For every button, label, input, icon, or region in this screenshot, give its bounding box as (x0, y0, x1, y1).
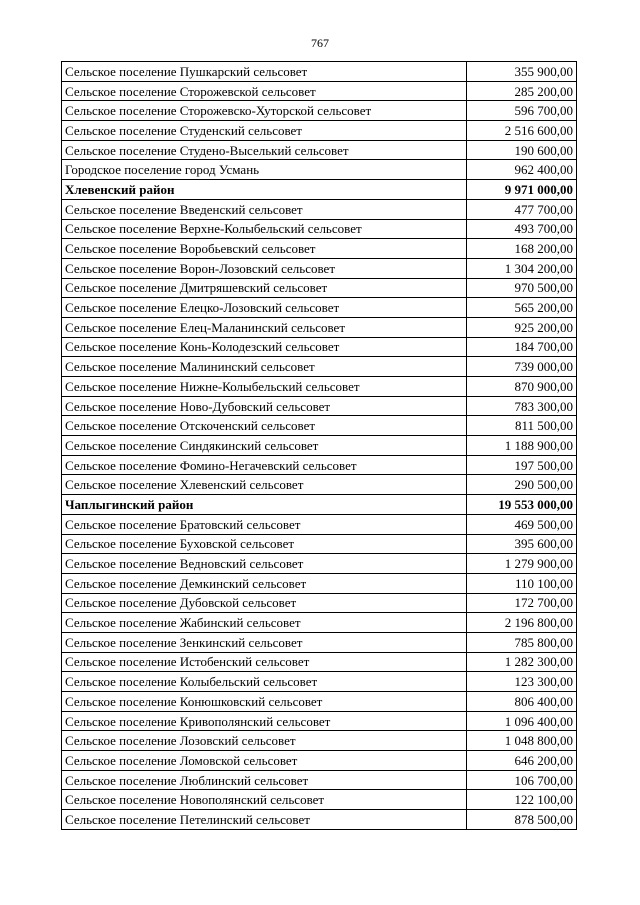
table-row (62, 672, 577, 692)
table-row (62, 790, 577, 810)
settlement-name-cell: Сельское поселение Елец-Маланинский сельсовет (62, 317, 467, 337)
table-row (62, 101, 577, 121)
settlement-name-cell: Сельское поселение Буховской сельсовет (62, 534, 467, 554)
settlement-name-cell: Сельское поселение Ново-Дубовский сельсовет (62, 396, 467, 416)
settlement-name-cell: Сельское поселение Истобенский сельсовет (62, 652, 467, 672)
district-name-cell: Хлевенский район (62, 180, 467, 200)
amount-cell: 285 200,00 (467, 81, 577, 101)
table-row (62, 593, 577, 613)
table-row (62, 121, 577, 141)
settlement-name-cell: Сельское поселение Фомино-Негачевский сельсовет (62, 455, 467, 475)
settlement-name-cell: Сельское поселение Петелинский сельсовет (62, 810, 467, 830)
table-row (62, 81, 577, 101)
settlement-name-cell: Сельское поселение Малининский сельсовет (62, 357, 467, 377)
table-row (62, 62, 577, 82)
table-row (62, 357, 577, 377)
amount-cell: 596 700,00 (467, 101, 577, 121)
district-total-row (62, 495, 577, 515)
amount-cell: 395 600,00 (467, 534, 577, 554)
table-row (62, 475, 577, 495)
amount-cell: 565 200,00 (467, 298, 577, 318)
settlement-name-cell: Сельское поселение Верхне-Колыбельский сельсовет (62, 219, 467, 239)
table-row (62, 396, 577, 416)
settlement-name-cell: Сельское поселение Нижне-Колыбельский сельсовет (62, 377, 467, 397)
amount-cell: 1 304 200,00 (467, 258, 577, 278)
amount-cell: 190 600,00 (467, 140, 577, 160)
amount-cell: 106 700,00 (467, 770, 577, 790)
table-row (62, 770, 577, 790)
table-row (62, 711, 577, 731)
table-row (62, 810, 577, 830)
page-number: 767 (311, 36, 329, 50)
amount-cell: 878 500,00 (467, 810, 577, 830)
settlement-name-cell: Сельское поселение Сторожевско-Хуторской сельсовет (62, 101, 467, 121)
table-row (62, 337, 577, 357)
amount-cell: 739 000,00 (467, 357, 577, 377)
amount-cell: 970 500,00 (467, 278, 577, 298)
table-row (62, 219, 577, 239)
settlement-name-cell: Сельское поселение Конь-Колодезский сельсовет (62, 337, 467, 357)
amount-cell: 123 300,00 (467, 672, 577, 692)
settlement-name-cell: Сельское поселение Синдякинский сельсовет (62, 436, 467, 456)
amount-cell: 1 279 900,00 (467, 554, 577, 574)
table-row (62, 317, 577, 337)
settlement-name-cell: Сельское поселение Колыбельский сельсовет (62, 672, 467, 692)
settlement-name-cell: Сельское поселение Кривополянский сельсовет (62, 711, 467, 731)
table-row (62, 554, 577, 574)
table-row (62, 514, 577, 534)
amount-cell: 477 700,00 (467, 199, 577, 219)
amount-cell: 172 700,00 (467, 593, 577, 613)
settlement-name-cell: Сельское поселение Введенский сельсовет (62, 199, 467, 219)
settlement-name-cell: Сельское поселение Ведновский сельсовет (62, 554, 467, 574)
district-name-cell: Чаплыгинский район (62, 495, 467, 515)
table-row (62, 455, 577, 475)
settlement-name-cell: Сельское поселение Отскоченский сельсовет (62, 416, 467, 436)
district-amount-cell: 9 971 000,00 (467, 180, 577, 200)
settlement-name-cell: Сельское поселение Пушкарский сельсовет (62, 62, 467, 82)
district-amount-cell: 19 553 000,00 (467, 495, 577, 515)
table-row (62, 652, 577, 672)
table-row (62, 534, 577, 554)
settlement-name-cell: Городское поселение город Усмань (62, 160, 467, 180)
settlement-name-cell: Сельское поселение Студенский сельсовет (62, 121, 467, 141)
amount-cell: 110 100,00 (467, 573, 577, 593)
table-row (62, 573, 577, 593)
amount-cell: 646 200,00 (467, 751, 577, 771)
table-row (62, 278, 577, 298)
table-row (62, 416, 577, 436)
amount-cell: 925 200,00 (467, 317, 577, 337)
settlement-name-cell: Сельское поселение Люблинский сельсовет (62, 770, 467, 790)
table-body (62, 62, 577, 830)
settlement-name-cell: Сельское поселение Студено-Выселький сельсовет (62, 140, 467, 160)
settlement-name-cell: Сельское поселение Хлевенский сельсовет (62, 475, 467, 495)
table-row (62, 731, 577, 751)
district-total-row (62, 180, 577, 200)
table-row (62, 160, 577, 180)
amount-cell: 811 500,00 (467, 416, 577, 436)
amount-cell: 168 200,00 (467, 239, 577, 259)
table-row (62, 140, 577, 160)
amount-cell: 469 500,00 (467, 514, 577, 534)
amount-cell: 2 196 800,00 (467, 613, 577, 633)
settlement-name-cell: Сельское поселение Елецко-Лозовский сельсовет (62, 298, 467, 318)
amount-cell: 1 096 400,00 (467, 711, 577, 731)
settlement-name-cell: Сельское поселение Новополянский сельсовет (62, 790, 467, 810)
table-row (62, 613, 577, 633)
table-row (62, 436, 577, 456)
table-row (62, 632, 577, 652)
amount-cell: 806 400,00 (467, 692, 577, 712)
amount-cell: 1 048 800,00 (467, 731, 577, 751)
settlement-name-cell: Сельское поселение Ворон-Лозовский сельсовет (62, 258, 467, 278)
settlement-name-cell: Сельское поселение Братовский сельсовет (62, 514, 467, 534)
settlement-name-cell: Сельское поселение Зенкинский сельсовет (62, 632, 467, 652)
table-row (62, 239, 577, 259)
amount-cell: 122 100,00 (467, 790, 577, 810)
amount-cell: 290 500,00 (467, 475, 577, 495)
table-row (62, 377, 577, 397)
amount-cell: 493 700,00 (467, 219, 577, 239)
settlement-name-cell: Сельское поселение Сторожевской сельсовет (62, 81, 467, 101)
settlement-name-cell: Сельское поселение Жабинский сельсовет (62, 613, 467, 633)
settlement-name-cell: Сельское поселение Воробьевский сельсовет (62, 239, 467, 259)
budget-table (61, 61, 577, 830)
settlement-name-cell: Сельское поселение Лозовский сельсовет (62, 731, 467, 751)
amount-cell: 2 516 600,00 (467, 121, 577, 141)
amount-cell: 783 300,00 (467, 396, 577, 416)
settlement-name-cell: Сельское поселение Ломовской сельсовет (62, 751, 467, 771)
table-row (62, 751, 577, 771)
settlement-name-cell: Сельское поселение Конюшковский сельсовет (62, 692, 467, 712)
table-row (62, 298, 577, 318)
amount-cell: 870 900,00 (467, 377, 577, 397)
amount-cell: 785 800,00 (467, 632, 577, 652)
settlement-name-cell: Сельское поселение Демкинский сельсовет (62, 573, 467, 593)
amount-cell: 197 500,00 (467, 455, 577, 475)
table-row (62, 199, 577, 219)
amount-cell: 1 282 300,00 (467, 652, 577, 672)
settlement-name-cell: Сельское поселение Дмитряшевский сельсовет (62, 278, 467, 298)
amount-cell: 355 900,00 (467, 62, 577, 82)
amount-cell: 1 188 900,00 (467, 436, 577, 456)
table-row (62, 692, 577, 712)
table-row (62, 258, 577, 278)
settlement-name-cell: Сельское поселение Дубовской сельсовет (62, 593, 467, 613)
amount-cell: 184 700,00 (467, 337, 577, 357)
amount-cell: 962 400,00 (467, 160, 577, 180)
